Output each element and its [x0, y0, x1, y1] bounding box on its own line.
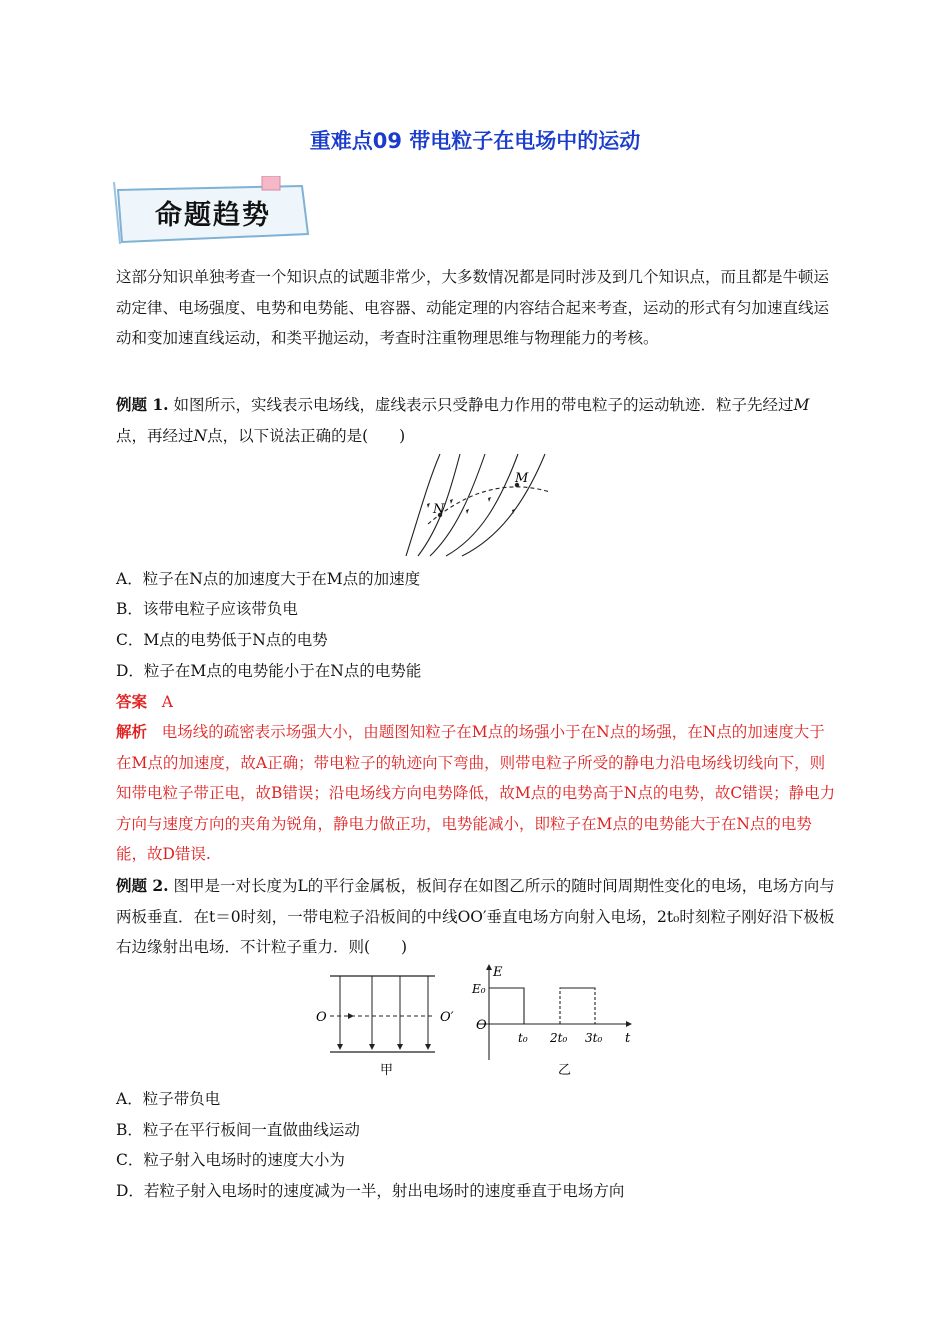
axis-label-E: E — [493, 965, 503, 980]
tick-3t0: 3t₀ — [585, 1031, 603, 1045]
example1-question — [116, 390, 838, 451]
example1-text-c: 点，以下说法正确的是( ) — [207, 426, 406, 445]
tick-t0: t₀ — [518, 1031, 528, 1045]
field-time-graph — [470, 962, 640, 1080]
fig-label-M: M — [515, 471, 529, 486]
example1-option-b: B．该带电粒子应该带负电 — [116, 600, 298, 618]
section-badge-label: 命题趋势 — [155, 200, 271, 231]
example1-text-M: M — [793, 396, 810, 414]
example2-option-a: A．粒子带负电 — [116, 1090, 221, 1108]
page-title: 重难点09 带电粒子在电场中的运动 — [309, 129, 641, 153]
example2-question — [116, 871, 838, 963]
example1-option-a: A．粒子在N点的加速度大于在M点的加速度 — [116, 570, 421, 588]
answer-label: 答案 — [116, 692, 148, 711]
example2-label: 例题 2. — [116, 876, 169, 895]
analysis-text: 电场线的疏密表示场强大小，由题图知粒子在M点的场强小于在N点的场强，在N点的加速度大于在M点的加速度，故A正确；带电粒子的轨迹向下弯曲，则带电粒子所受的静电力沿电场线切线向下，则知带电粒子带正电，故B错误；沿电场线方向电势降低，故M点的电势高于N点的电势，故C错误；静电力方向与速度方向的夹角为锐角，静电力做正功，电势能减小，即粒子在M点的电势能大于在N点的电势能，故D错误. — [116, 723, 836, 863]
analysis-label: 解析 — [116, 722, 148, 741]
tick-2t0: 2t₀ — [550, 1031, 568, 1045]
parallel-plates-figure — [310, 968, 470, 1080]
example1-option-d: D．粒子在M点的电势能小于在N点的电势能 — [116, 662, 422, 680]
example1-answer — [116, 687, 173, 717]
example1-text-b: 点，再经过 — [116, 426, 194, 445]
tick-E0: E₀ — [472, 982, 486, 996]
example2-option-d: D．若粒子射入电场时的速度减为一半，射出电场时的速度垂直于电场方向 — [116, 1182, 625, 1200]
example1-text-N: N — [193, 426, 208, 445]
example1-option-c: C．M点的电势低于N点的电势 — [116, 631, 328, 649]
answer-value: A — [161, 693, 173, 711]
intro-paragraph: 这部分知识单独考查一个知识点的试题非常少，大多数情况都是同时涉及到几个知识点，而且都是牛顿运动定律、电场强度、电势和电势能、电容器、动能定理的内容结合起来考查，运动的形式有匀加速直线运动和变加速直线运动，和类平抛运动，考查时注重物理思维与物理能力的考核。 — [116, 268, 830, 347]
field-lines-figure — [400, 452, 560, 558]
example1-label: 例题 1. — [116, 395, 169, 414]
fig-label-N: N — [433, 502, 445, 517]
caption-jia: 甲 — [380, 1063, 394, 1078]
plate-label-O: O — [316, 1010, 327, 1025]
origin-O: O — [476, 1018, 487, 1033]
example2-option-c: C．粒子射入电场时的速度大小为 — [116, 1151, 345, 1169]
example1-analysis — [116, 717, 838, 870]
plate-label-O-prime: O′ — [440, 1010, 454, 1025]
example2-option-b: B．粒子在平行板间一直做曲线运动 — [116, 1121, 360, 1139]
caption-yi: 乙 — [558, 1063, 572, 1078]
example1-text-a: 如图所示，实线表示电场线，虚线表示只受静电力作用的带电粒子的运动轨迹．粒子先经过 — [173, 396, 794, 414]
example2-text: 图甲是一对长度为L的平行金属板，板间存在如图乙所示的随时间周期性变化的电场，电场方向与两板垂直．在t＝0时刻，一带电粒子沿板间的中线OO′垂直电场方向射入电场，2t₀时刻粒子刚好沿下极板右边缘射出电场．不计粒子重力．则( ) — [116, 877, 835, 956]
axis-label-t: t — [625, 1031, 631, 1046]
